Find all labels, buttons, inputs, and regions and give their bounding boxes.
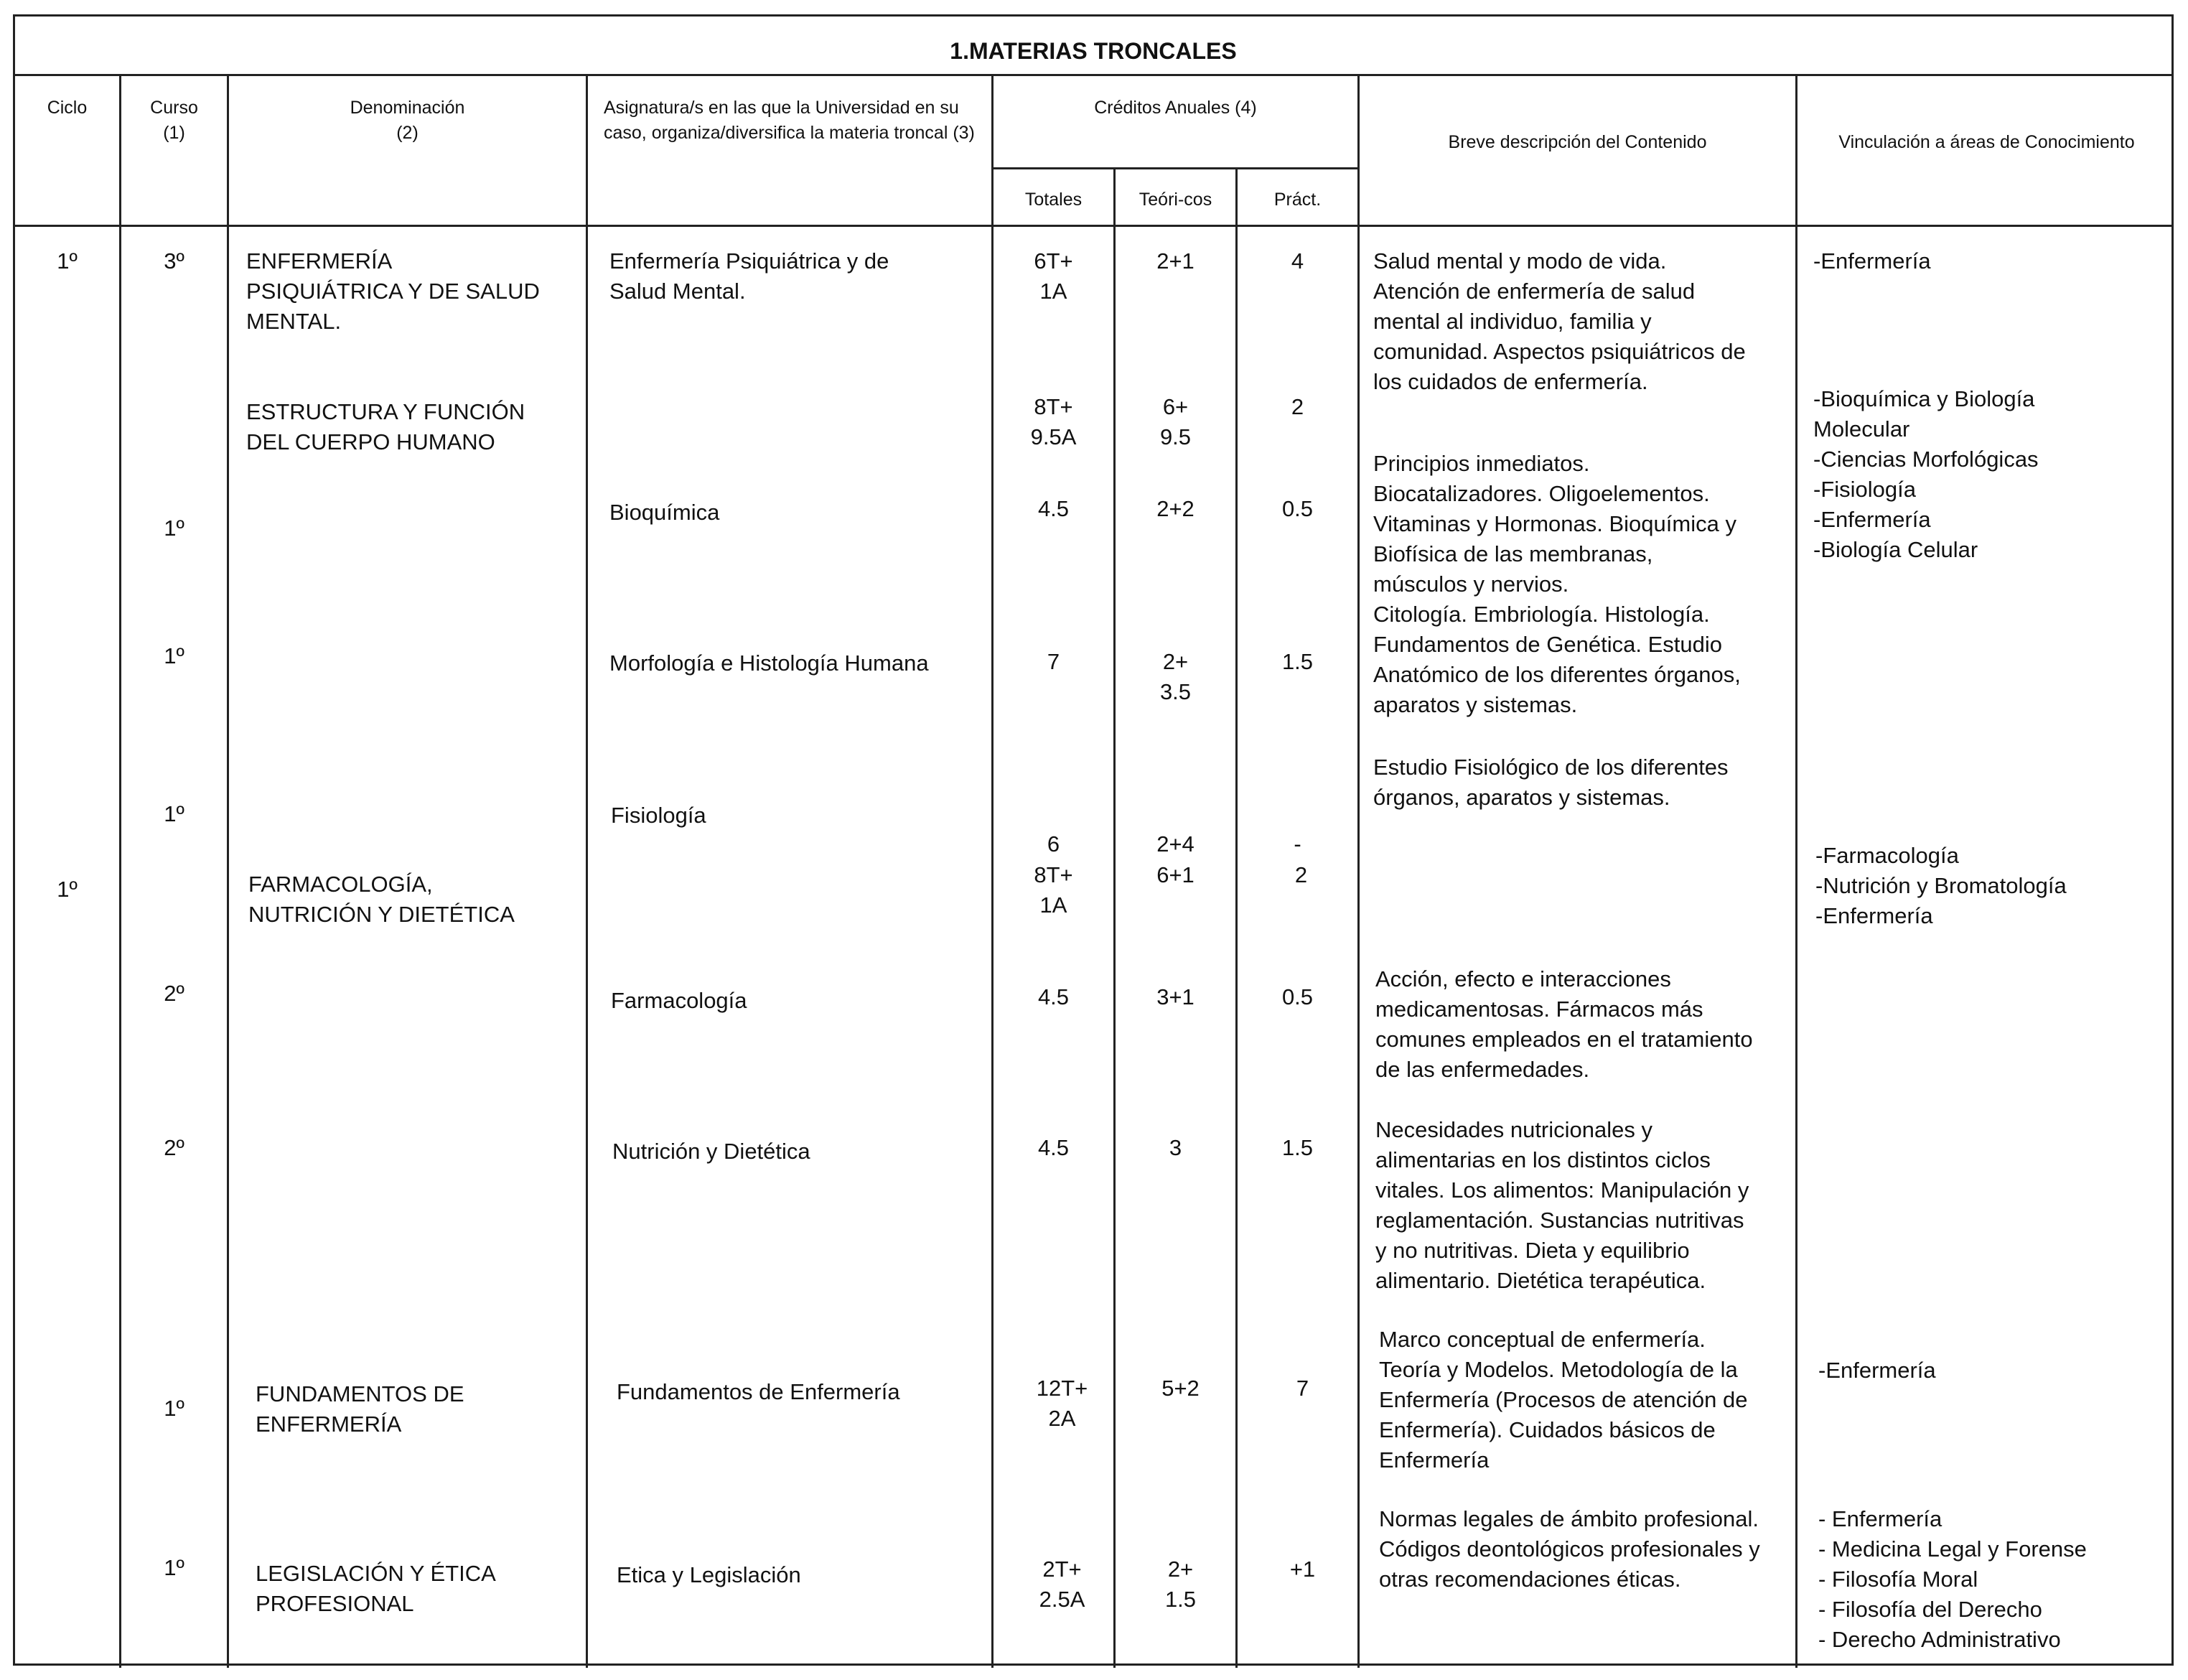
denominacion-cell: FARMACOLOGÍA, NUTRICIÓN Y DIETÉTICA: [248, 872, 515, 927]
denominacion-cell: FUNDAMENTOS DE ENFERMERÍA: [256, 1381, 464, 1437]
ciclo-cell: 1º: [57, 877, 78, 902]
curso-cell: 1º: [164, 515, 184, 541]
rule-below-title: [15, 74, 2171, 76]
practicos-cell: -: [1294, 831, 1301, 857]
teoricos-cell: 2+1: [1156, 248, 1194, 274]
asignatura-cell: Etica y Legislación: [617, 1562, 801, 1587]
table-title: 1.MATERIAS TRONCALES: [950, 38, 1237, 64]
rule-creditos-sub: [991, 167, 1357, 169]
totales-cell: 6: [1047, 831, 1060, 857]
header-practicos: Práct.: [1273, 190, 1322, 210]
header-ciclo: Ciclo: [47, 98, 88, 118]
curso-cell: 1º: [164, 801, 184, 826]
descripcion-cell: Marco conceptual de enfermería. Teoría y Modelos. Metodología de la Enfermería (Procesos de atención de Enfermería). Cuidados básicos de Enfermería: [1379, 1327, 1748, 1473]
totales-cell: 4.5: [1037, 496, 1070, 521]
totales-cell: 4.5: [1037, 984, 1070, 1009]
teoricos-cell: 6+ 9.5: [1159, 394, 1192, 449]
vinculacion-cell: - Enfermería - Medicina Legal y Forense - Filosofía Moral - Filosofía del Derecho - Derecho Administrativo: [1818, 1506, 2087, 1652]
descripcion-cell: Estudio Fisiológico de los diferentes órganos, aparatos y sistemas.: [1373, 755, 1729, 810]
totales-cell: 8T+ 9.5A: [1030, 394, 1077, 449]
practicos-cell: 2: [1294, 862, 1308, 887]
practicos-cell: 7: [1296, 1376, 1309, 1401]
asignatura-cell: Fisiología: [611, 803, 706, 828]
header-asignatura: Asignatura/s en las que la Universidad en su caso, organiza/diversifica la materia troncal (3): [604, 98, 975, 143]
col-divider-3: [586, 74, 588, 1668]
teoricos-cell: 3+1: [1156, 984, 1194, 1009]
denominacion-cell: ENFERMERÍA PSIQUIÁTRICA Y DE SALUD MENTAL.: [246, 248, 540, 334]
asignatura-cell: Enfermería Psiquiátrica y de Salud Mental.: [609, 248, 889, 304]
materias-troncales-table: [13, 14, 2174, 1666]
descripcion-cell: Salud mental y modo de vida. Atención de enfermería de salud mental al individuo, familia y comunidad. Aspectos psiquiátricos de los cuidados de enfermería.: [1373, 248, 1746, 394]
teoricos-cell: 2+2: [1156, 496, 1194, 521]
col-divider-1: [119, 74, 121, 1668]
header-creditos: Créditos Anuales (4): [1094, 98, 1257, 118]
practicos-cell: 0.5: [1281, 496, 1314, 521]
asignatura-cell: Morfología e Histología Humana: [609, 650, 929, 676]
practicos-cell: 0.5: [1281, 984, 1314, 1009]
practicos-cell: 1.5: [1281, 1135, 1314, 1160]
teoricos-cell: 5+2: [1161, 1376, 1200, 1401]
teoricos-cell: 2+4: [1156, 831, 1194, 857]
totales-cell: 7: [1047, 649, 1060, 674]
denominacion-cell: LEGISLACIÓN Y ÉTICA PROFESIONAL: [256, 1561, 496, 1616]
denominacion-cell: ESTRUCTURA Y FUNCIÓN DEL CUERPO HUMANO: [246, 399, 525, 454]
practicos-cell: +1: [1289, 1557, 1316, 1582]
curso-cell: 1º: [164, 1555, 184, 1580]
descripcion-cell: Acción, efecto e interacciones medicamentosas. Fármacos más comunes empleados en el tratamiento de las enfermedades.: [1375, 966, 1753, 1082]
header-descripcion: Breve descripción del Contenido: [1448, 132, 1707, 152]
header-totales: Totales: [1024, 190, 1083, 210]
totales-cell: 8T+ 1A: [1034, 862, 1073, 918]
descripcion-cell: Principios inmediatos. Biocatalizadores. Oligoelementos. Vitaminas y Hormonas. Bioquímica y Biofísica de las membranas, músculos y nervios.: [1373, 451, 1736, 597]
descripcion-cell: Citología. Embriología. Histología. Fundamentos de Genética. Estudio Anatómico de los diferentes órganos, aparatos y sistemas.: [1373, 602, 1741, 717]
descripcion-cell: Normas legales de ámbito profesional. Códigos deontológicos profesionales y otras recomendaciones éticas.: [1379, 1506, 1760, 1592]
descripcion-cell: Necesidades nutricionales y alimentarias en los distintos ciclos vitales. Los alimentos: Manipulación y reglamentación. Sustancias nutritivas y no nutritivas. Dieta y equilibrio alimentario. Dietética terapéutica.: [1375, 1117, 1749, 1293]
asignatura-cell: Farmacología: [611, 988, 747, 1013]
rule-below-header: [15, 225, 2171, 227]
vinculacion-cell: -Bioquímica y Biología Molecular -Ciencias Morfológicas -Fisiología -Enfermería -Biología Celular: [1813, 386, 2039, 562]
header-teoricos: Teóri-cos: [1139, 190, 1212, 210]
totales-cell: 4.5: [1037, 1135, 1070, 1160]
practicos-cell: 4: [1291, 248, 1304, 274]
teoricos-cell: 3: [1169, 1135, 1182, 1160]
totales-cell: 6T+ 1A: [1034, 248, 1073, 304]
curso-cell: 1º: [164, 1396, 184, 1421]
vinculacion-cell: -Enfermería: [1813, 248, 1931, 274]
teoricos-cell: 6+1: [1156, 862, 1194, 887]
vinculacion-cell: -Enfermería: [1818, 1358, 1936, 1383]
curso-cell: 3º: [164, 248, 184, 274]
ciclo-cell: 1º: [57, 248, 78, 274]
header-denominacion: Denominación (2): [350, 98, 465, 143]
teoricos-cell: 2+ 1.5: [1164, 1557, 1197, 1612]
curso-cell: 2º: [164, 1135, 184, 1160]
col-divider-8: [1795, 74, 1797, 1668]
col-divider-2: [227, 74, 229, 1668]
totales-cell: 12T+ 2A: [1036, 1376, 1088, 1431]
header-curso: Curso (1): [150, 98, 198, 143]
asignatura-cell: Bioquímica: [609, 500, 720, 525]
teoricos-cell: 2+ 3.5: [1159, 649, 1192, 704]
vinculacion-cell: -Farmacología -Nutrición y Bromatología -Enfermería: [1815, 843, 2067, 928]
asignatura-cell: Fundamentos de Enfermería: [617, 1379, 900, 1404]
curso-cell: 1º: [164, 643, 184, 668]
asignatura-cell: Nutrición y Dietética: [612, 1139, 810, 1164]
curso-cell: 2º: [164, 981, 184, 1006]
practicos-cell: 2: [1291, 394, 1304, 419]
practicos-cell: 1.5: [1281, 649, 1314, 674]
header-vinculacion: Vinculación a áreas de Conocimiento: [1838, 132, 2135, 152]
totales-cell: 2T+ 2.5A: [1039, 1557, 1085, 1612]
